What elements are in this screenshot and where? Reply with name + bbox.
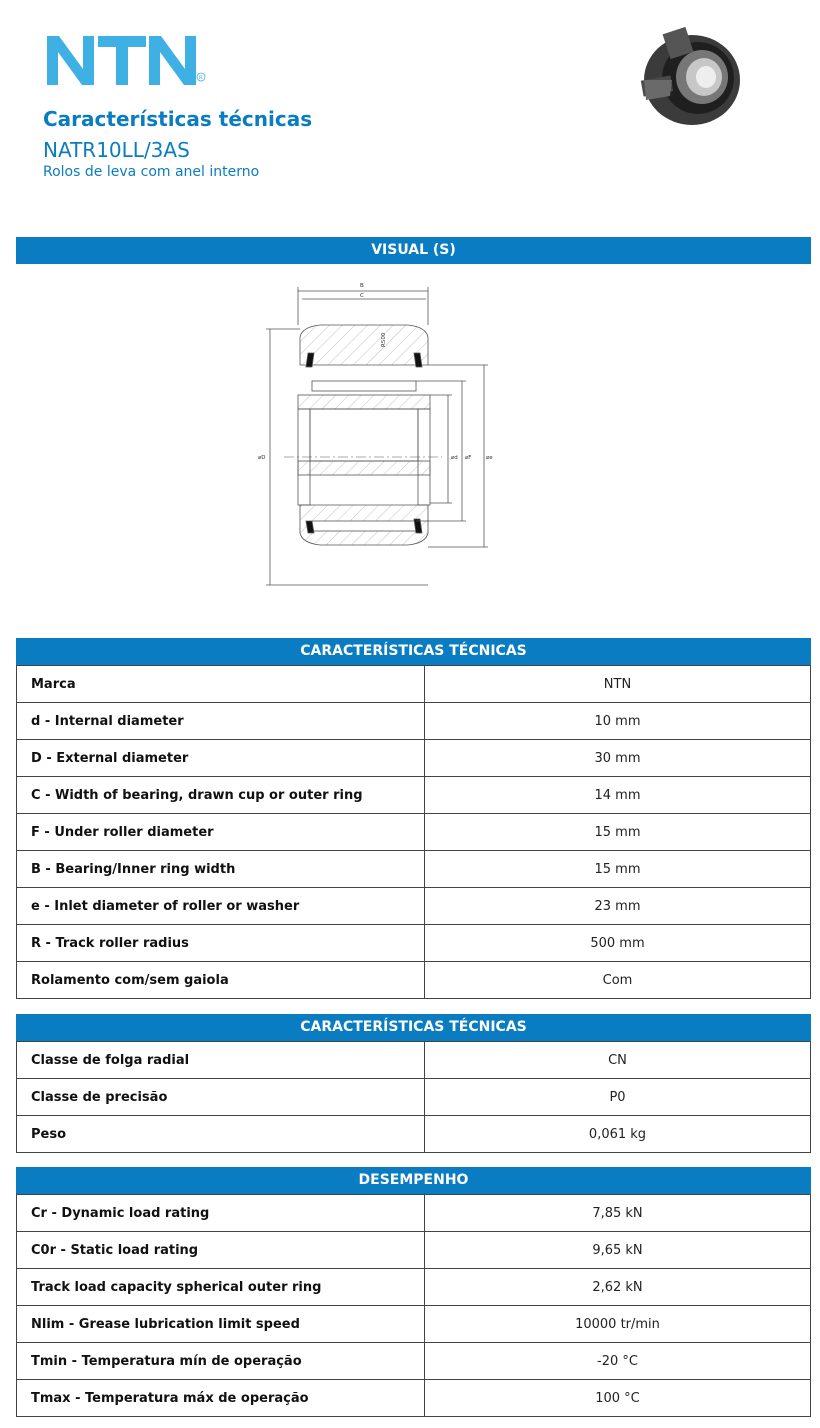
spec-value: 10 mm: [425, 703, 811, 740]
spec-label: F - Under roller diameter: [17, 814, 425, 851]
spec-label: d - Internal diameter: [17, 703, 425, 740]
spec-value: 15 mm: [425, 814, 811, 851]
spec-label: Rolamento com/sem gaiola: [17, 962, 425, 999]
table-row: [17, 1306, 811, 1343]
spec-value: 0,061 kg: [425, 1116, 811, 1153]
spec-label: Track load capacity spherical outer ring: [17, 1269, 425, 1306]
spec-label: Cr - Dynamic load rating: [17, 1195, 425, 1232]
spec-value: 10000 tr/min: [425, 1306, 811, 1343]
product-model: NATR10LL/3AS: [43, 138, 190, 162]
table-row: [17, 851, 811, 888]
table-row: [17, 777, 811, 814]
spec-label: Tmin - Temperatura mín de operação: [17, 1343, 425, 1380]
spec-value: 9,65 kN: [425, 1232, 811, 1269]
spec-value: P0: [425, 1079, 811, 1116]
spec-value: NTN: [425, 666, 811, 703]
section-heading-technical-1: CARACTERÍSTICAS TÉCNICAS: [16, 638, 811, 665]
table-row: [17, 925, 811, 962]
drawing-label-b: B: [360, 283, 364, 289]
spec-label: B - Bearing/Inner ring width: [17, 851, 425, 888]
bearing-technical-drawing: [250, 277, 510, 593]
spec-value: Com: [425, 962, 811, 999]
table-row: [17, 962, 811, 999]
ntn-logo: [45, 33, 210, 88]
spec-value: CN: [425, 1042, 811, 1079]
table-row: [17, 1079, 811, 1116]
spec-value: 15 mm: [425, 851, 811, 888]
spec-table-technical-1: [16, 665, 811, 999]
spec-label: Marca: [17, 666, 425, 703]
table-row: [17, 703, 811, 740]
spec-value: 23 mm: [425, 888, 811, 925]
spec-value: 500 mm: [425, 925, 811, 962]
spec-value: 14 mm: [425, 777, 811, 814]
spec-value: 100 °C: [425, 1380, 811, 1417]
drawing-label-c: C: [360, 293, 364, 299]
section-heading-performance: DESEMPENHO: [16, 1167, 811, 1194]
section-heading-visual: VISUAL (S): [16, 237, 811, 264]
spec-table-performance: [16, 1194, 811, 1417]
bearing-product-image: [630, 22, 750, 132]
spec-label: Peso: [17, 1116, 425, 1153]
drawing-label-inner-d: ⌀d: [451, 455, 458, 461]
product-subtitle: Rolos de leva com anel interno: [43, 164, 260, 180]
spec-label: D - External diameter: [17, 740, 425, 777]
table-row: [17, 814, 811, 851]
table-row: [17, 888, 811, 925]
spec-label: Classe de precisão: [17, 1079, 425, 1116]
table-row: [17, 1195, 811, 1232]
table-row: [17, 666, 811, 703]
spec-label: e - Inlet diameter of roller or washer: [17, 888, 425, 925]
spec-label: Nlim - Grease lubrication limit speed: [17, 1306, 425, 1343]
drawing-label-e: ⌀e: [486, 455, 493, 461]
table-row: [17, 1343, 811, 1380]
drawing-label-f: ⌀F: [465, 455, 472, 461]
spec-label: C0r - Static load rating: [17, 1232, 425, 1269]
spec-label: Classe de folga radial: [17, 1042, 425, 1079]
spec-value: 7,85 kN: [425, 1195, 811, 1232]
table-row: [17, 740, 811, 777]
spec-label: R - Track roller radius: [17, 925, 425, 962]
table-row: [17, 1380, 811, 1417]
table-row: [17, 1232, 811, 1269]
spec-value: -20 °C: [425, 1343, 811, 1380]
spec-label: Tmax - Temperatura máx de operação: [17, 1380, 425, 1417]
spec-label: C - Width of bearing, drawn cup or outer ring: [17, 777, 425, 814]
svg-text:R: R: [199, 75, 203, 81]
section-heading-technical-2: CARACTERÍSTICAS TÉCNICAS: [16, 1014, 811, 1041]
page-title: Características técnicas: [43, 107, 313, 131]
table-row: [17, 1042, 811, 1079]
spec-value: 30 mm: [425, 740, 811, 777]
drawing-label-outer-d: ⌀D: [258, 455, 266, 461]
spec-table-technical-2: [16, 1041, 811, 1153]
drawing-label-r: R500: [381, 332, 387, 347]
table-row: [17, 1116, 811, 1153]
spec-value: 2,62 kN: [425, 1269, 811, 1306]
table-row: [17, 1269, 811, 1306]
